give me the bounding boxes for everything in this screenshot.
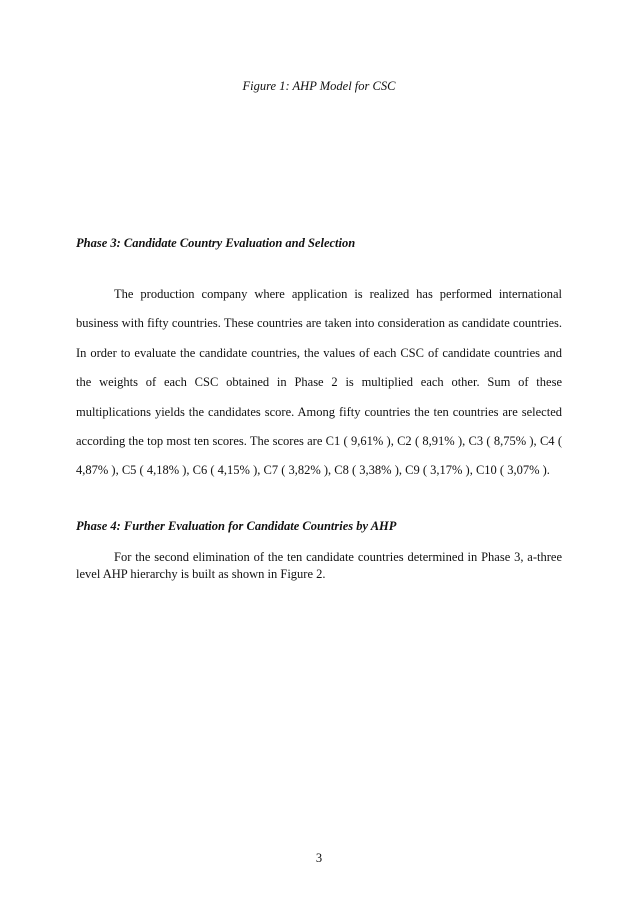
page-number: 3 [315, 851, 323, 865]
phase-3-heading: Phase 3: Candidate Country Evaluation and Selection [76, 236, 356, 250]
figure-caption: Figure 1: AHP Model for CSC [242, 79, 396, 93]
phase-4-heading: Phase 4: Further Evaluation for Candidate Countries by AHP [76, 519, 397, 533]
phase-4-paragraph: For the second elimination of the ten candidate countries determined in Phase 3, a-three level AHP hierarchy is built as shown in Figure 2. [76, 550, 562, 581]
phase-3-paragraph: The production company where application is realized has performed international business with fifty countries. These countries are taken into consideration as candidate countries. In order to evaluate the candidate countries, the values of each CSC of candidate countries and the weights of each CSC obtained in Phase 2 is multiplied each other. Sum of these multiplications yields the candidates score. Among fifty countries the ten countries are selected according the top most ten scores. The scores are C1 ( 9,61% ), C2 ( 8,91% ), C3 ( 8,75% ), C4 ( 4,87% ), C5 ( 4,18% ), C6 ( 4,15% ), C7 ( 3,82% ), C8 ( 3,38% ), C9 ( 3,17% ), C10 ( 3,07% ). [76, 287, 562, 478]
